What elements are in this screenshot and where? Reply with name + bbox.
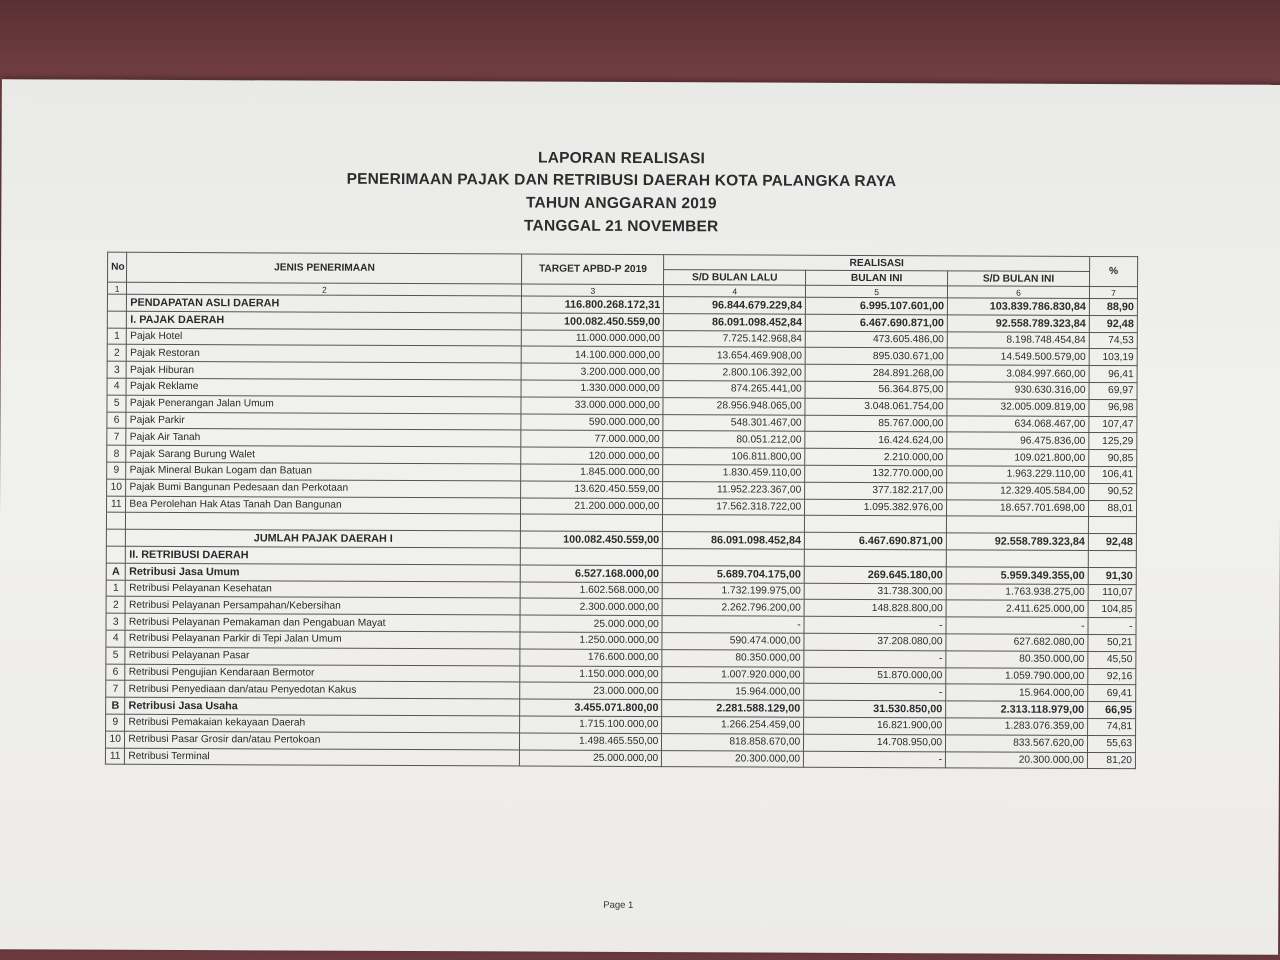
row-name: Retribusi Pelayanan Kesehatan (126, 580, 521, 599)
row-number: A (106, 563, 125, 580)
row-name: Pajak Hotel (127, 328, 522, 347)
row-number: 9 (107, 462, 126, 479)
row-sd-bulan-lalu: 2.800.106.392,00 (663, 364, 805, 381)
row-percent: 50,21 (1088, 634, 1136, 651)
row-sd-bulan-ini (946, 516, 1088, 533)
row-target: 1.330.000.000,00 (521, 380, 663, 397)
row-percent (1088, 517, 1136, 534)
header-jenis: JENIS PENERIMAAN (127, 252, 522, 284)
column-number: 4 (664, 285, 806, 298)
row-target (521, 548, 663, 565)
row-name: Retribusi Pasar Grosir dan/atau Pertokoan (125, 731, 520, 750)
row-sd-bulan-lalu (663, 515, 805, 532)
row-number: 2 (106, 597, 125, 614)
row-number: 7 (106, 680, 125, 697)
row-target: 590.000.000,00 (521, 414, 663, 431)
row-sd-bulan-lalu: 11.952.223.367,00 (663, 481, 805, 498)
row-bulan-ini: 56.364.875,00 (805, 381, 947, 398)
row-target: 14.100.000.000,00 (522, 346, 664, 363)
row-target: 1.715.100.000,00 (520, 716, 662, 733)
row-number: 9 (106, 714, 125, 731)
row-bulan-ini: - (804, 650, 946, 667)
header-sd-bulan-lalu: S/D BULAN LALU (664, 270, 806, 286)
row-target: 25.000.000,00 (520, 615, 662, 632)
row-sd-bulan-ini: 109.021.800,00 (947, 449, 1089, 466)
row-sd-bulan-lalu: 590.474.000,00 (662, 633, 804, 650)
row-percent: 92,16 (1088, 668, 1136, 685)
row-name: PENDAPATAN ASLI DAERAH (127, 294, 522, 313)
row-name: Retribusi Pelayanan Pasar (125, 647, 520, 666)
row-name: Retribusi Pengujian Kendaraan Bermotor (125, 664, 520, 683)
row-sd-bulan-lalu: 874.265.441,00 (663, 381, 805, 398)
row-sd-bulan-ini: 96.475.836,00 (947, 432, 1089, 449)
row-name: I. PAJAK DAERAH (127, 311, 522, 330)
row-bulan-ini: 377.182.217,00 (805, 482, 947, 499)
row-target: 11.000.000.000,00 (522, 330, 664, 347)
column-number: 3 (522, 284, 664, 297)
row-name: Pajak Air Tanah (126, 429, 521, 448)
row-sd-bulan-ini: 2.411.625.000,00 (946, 600, 1088, 617)
row-bulan-ini: 2.210.000,00 (805, 448, 947, 465)
row-percent: 90,52 (1089, 483, 1137, 500)
row-percent: 104,85 (1088, 601, 1136, 618)
row-number: 6 (107, 412, 126, 429)
row-sd-bulan-ini: 14.549.500.579,00 (947, 348, 1089, 365)
column-number: 7 (1089, 286, 1137, 298)
row-bulan-ini: 473.605.486,00 (805, 331, 947, 348)
table-body (105, 294, 1137, 769)
row-target: 77.000.000,00 (521, 430, 663, 447)
row-sd-bulan-lalu: 86.091.098.452,84 (663, 532, 805, 549)
row-percent: 92,48 (1089, 315, 1137, 332)
row-name: Retribusi Pelayanan Parkir di Tepi Jalan Umum (125, 630, 520, 649)
row-name: Pajak Parkir (126, 412, 521, 431)
row-bulan-ini (805, 516, 947, 533)
row-sd-bulan-lalu: 28.956.948.065,00 (663, 397, 805, 414)
row-sd-bulan-ini: 1.059.790.000,00 (946, 667, 1088, 684)
header-percent: % (1089, 256, 1137, 286)
row-bulan-ini: 31.530.850,00 (804, 700, 946, 717)
row-percent: 125,29 (1089, 433, 1137, 450)
row-bulan-ini: 269.645.180,00 (804, 566, 946, 583)
row-bulan-ini: 895.030.671,00 (805, 348, 947, 365)
row-sd-bulan-ini: 1.283.076.359,00 (946, 718, 1088, 735)
row-sd-bulan-lalu: 106.811.800,00 (663, 448, 805, 465)
row-percent: 103,19 (1089, 349, 1137, 366)
page-number: Page 1 (603, 899, 634, 911)
row-sd-bulan-ini: 15.964.000,00 (946, 684, 1088, 701)
row-target: 1.602.568.000,00 (521, 582, 663, 599)
row-number: 11 (107, 496, 126, 513)
row-target: 176.600.000,00 (520, 649, 662, 666)
row-number (107, 311, 126, 328)
row-name: Pajak Restoran (127, 345, 522, 364)
row-percent: 45,50 (1088, 651, 1136, 668)
row-name: Retribusi Pelayanan Pemakaman dan Pengabuan Mayat (125, 613, 520, 632)
row-target: 116.800.268.172,31 (522, 296, 664, 313)
row-target: 21.200.000.000,00 (521, 498, 663, 515)
row-bulan-ini: 85.767.000,00 (805, 415, 947, 432)
row-bulan-ini (804, 549, 946, 566)
row-target: 3.455.071.800,00 (520, 699, 662, 716)
report-fiscal-year: TAHUN ANGGARAN 2019 (525, 194, 717, 213)
row-percent: 81,20 (1087, 752, 1135, 769)
row-percent: 55,63 (1087, 735, 1135, 752)
row-name: Retribusi Jasa Umum (126, 563, 521, 582)
row-bulan-ini: - (804, 616, 946, 633)
row-target: 1.150.000.000,00 (520, 666, 662, 683)
row-percent: 88,01 (1088, 500, 1136, 517)
row-sd-bulan-lalu (663, 549, 805, 566)
row-name: Retribusi Jasa Usaha (125, 697, 520, 716)
row-sd-bulan-ini: 5.959.349.355,00 (946, 567, 1088, 584)
row-sd-bulan-ini: 18.657.701.698,00 (947, 499, 1089, 516)
row-bulan-ini: 3.048.061.754,00 (805, 398, 947, 415)
row-target: 2.300.000.000,00 (520, 598, 662, 615)
row-number: 5 (107, 395, 126, 412)
row-percent: 110,07 (1088, 584, 1136, 601)
row-target: 1.498.465.550,00 (520, 733, 662, 750)
row-number: 1 (107, 328, 126, 345)
row-bulan-ini: 6.467.690.871,00 (805, 532, 947, 549)
row-sd-bulan-ini: 833.567.620,00 (946, 735, 1088, 752)
column-number: 5 (806, 285, 948, 298)
row-percent: 88,90 (1089, 298, 1137, 315)
row-sd-bulan-lalu: 1.732.199.975,00 (662, 582, 804, 599)
row-number: 3 (106, 613, 125, 630)
row-number: 6 (106, 664, 125, 681)
row-name: Pajak Hiburan (126, 361, 521, 380)
row-name: Retribusi Penyediaan dan/atau Penyedotan Kakus (125, 681, 520, 700)
row-name: JUMLAH PAJAK DAERAH I (126, 529, 521, 548)
row-sd-bulan-ini: 12.329.405.584,00 (947, 483, 1089, 500)
row-target: 23.000.000,00 (520, 682, 662, 699)
row-bulan-ini: 148.828.800,00 (804, 600, 946, 617)
report-table (105, 252, 1138, 770)
row-sd-bulan-ini: 8.198.748.454,84 (947, 331, 1089, 348)
report-title: LAPORAN REALISASI (538, 149, 706, 168)
row-target: 25.000.000,00 (520, 749, 662, 766)
row-bulan-ini: 1.095.382.976,00 (805, 499, 947, 516)
row-sd-bulan-lalu: 7.725.142.968,84 (664, 330, 806, 347)
row-sd-bulan-ini: 3.084.997.660,00 (947, 365, 1089, 382)
row-number: 10 (105, 731, 124, 748)
row-name: Pajak Mineral Bukan Logam dan Batuan (126, 462, 521, 481)
row-percent: 91,30 (1088, 567, 1136, 584)
row-sd-bulan-ini: 1.963.229.110,00 (947, 466, 1089, 483)
row-number (106, 546, 125, 563)
row-target: 6.527.168.000,00 (521, 565, 663, 582)
row-sd-bulan-lalu: 548.301.467,00 (663, 414, 805, 431)
row-sd-bulan-lalu: 17.562.318.722,00 (663, 498, 805, 515)
row-target: 1.250.000.000,00 (520, 632, 662, 649)
row-sd-bulan-lalu: 1.830.459.110,00 (663, 465, 805, 482)
row-bulan-ini: - (804, 684, 946, 701)
row-sd-bulan-ini: 20.300.000,00 (945, 751, 1087, 768)
row-sd-bulan-lalu: 1.007.920.000,00 (662, 666, 804, 683)
row-sd-bulan-ini: 103.839.786.830,84 (947, 298, 1089, 315)
row-bulan-ini: 14.708.950,00 (804, 734, 946, 751)
row-sd-bulan-lalu: 13.654.469.908,00 (663, 347, 805, 364)
row-bulan-ini: 132.770.000,00 (805, 465, 947, 482)
row-number: B (106, 697, 125, 714)
column-number: 6 (948, 286, 1090, 299)
row-sd-bulan-lalu: 2.262.796.200,00 (662, 599, 804, 616)
report-subtitle: PENERIMAAN PAJAK DAN RETRIBUSI DAERAH KOTA PALANGKA RAYA (346, 170, 897, 191)
row-sd-bulan-lalu: 86.091.098.452,84 (664, 313, 806, 330)
row-bulan-ini: - (804, 751, 946, 768)
row-number: 7 (107, 429, 126, 446)
row-name: Retribusi Pelayanan Persampahan/Kebersihan (125, 597, 520, 616)
row-sd-bulan-ini (946, 550, 1088, 567)
row-percent: 96,98 (1089, 399, 1137, 416)
row-percent: 106,41 (1089, 466, 1137, 483)
row-sd-bulan-lalu: 20.300.000,00 (662, 750, 804, 767)
row-name: Pajak Penerangan Jalan Umum (126, 395, 521, 414)
header-no: No (108, 252, 128, 282)
row-target: 120.000.000,00 (521, 447, 663, 464)
row-bulan-ini: 16.424.624,00 (805, 432, 947, 449)
row-sd-bulan-ini: 1.763.938.275,00 (946, 583, 1088, 600)
row-percent: 69,97 (1089, 382, 1137, 399)
row-number: 4 (107, 378, 126, 395)
row-sd-bulan-ini: 634.068.467,00 (947, 415, 1089, 432)
row-number: 2 (107, 345, 126, 362)
row-number: 11 (105, 748, 124, 765)
column-number: 1 (107, 282, 126, 294)
row-sd-bulan-ini: 92.558.789.323,84 (947, 315, 1089, 332)
row-target: 33.000.000.000,00 (521, 397, 663, 414)
row-name: Retribusi Pemakaian kekayaan Daerah (125, 714, 520, 733)
row-number: 10 (107, 479, 126, 496)
row-percent: 90,85 (1089, 450, 1137, 467)
row-bulan-ini: 37.208.080,00 (804, 633, 946, 650)
row-percent (1088, 550, 1136, 567)
row-number (107, 294, 126, 311)
row-percent: - (1088, 618, 1136, 635)
row-sd-bulan-lalu: 1.266.254.459,00 (662, 717, 804, 734)
row-number: 8 (107, 445, 126, 462)
row-name: Retribusi Terminal (125, 748, 520, 767)
header-bulan-ini: BULAN INI (806, 270, 948, 286)
row-number (106, 513, 125, 530)
row-bulan-ini: 6.467.690.871,00 (805, 314, 947, 331)
row-target: 3.200.000.000,00 (522, 363, 664, 380)
row-sd-bulan-ini: 627.682.080,00 (946, 634, 1088, 651)
row-bulan-ini: 284.891.268,00 (805, 364, 947, 381)
row-bulan-ini: 6.995.107.601,00 (806, 297, 948, 314)
row-number (106, 529, 125, 546)
row-sd-bulan-ini: 92.558.789.323,84 (946, 533, 1088, 550)
row-target: 13.620.450.559,00 (521, 481, 663, 498)
table-row (105, 748, 1135, 769)
row-sd-bulan-lalu: - (662, 616, 804, 633)
header-sd-bulan-ini: S/D BULAN INI (948, 271, 1090, 287)
row-name: II. RETRIBUSI DAERAH (126, 546, 521, 565)
row-sd-bulan-lalu: 15.964.000,00 (662, 683, 804, 700)
row-percent: 66,95 (1088, 702, 1136, 719)
row-sd-bulan-lalu: 96.844.679.229,84 (664, 297, 806, 314)
row-sd-bulan-lalu: 818.858.670,00 (662, 733, 804, 750)
row-bulan-ini: 51.870.000,00 (804, 667, 946, 684)
header-realisasi: REALISASI (664, 255, 1090, 272)
row-sd-bulan-ini: 2.313.118.979,00 (946, 701, 1088, 718)
document-page (0, 79, 1280, 955)
row-target: 100.082.450.559,00 (522, 313, 664, 330)
report-date: TANGGAL 21 NOVEMBER (524, 217, 719, 236)
row-name: Bea Perolehan Hak Atas Tanah Dan Bangunan (126, 496, 521, 515)
row-name: Pajak Reklame (126, 378, 521, 397)
column-number: 2 (127, 282, 522, 296)
row-number: 4 (106, 630, 125, 647)
row-target: 1.845.000.000,00 (521, 464, 663, 481)
row-number: 5 (106, 647, 125, 664)
row-name (126, 513, 521, 532)
row-percent: 96,41 (1089, 366, 1137, 383)
row-percent: 74,81 (1088, 718, 1136, 735)
row-percent: 92,48 (1088, 534, 1136, 551)
row-percent: 74,53 (1089, 332, 1137, 349)
row-sd-bulan-ini: 80.350.000,00 (946, 651, 1088, 668)
row-name: Pajak Sarang Burung Walet (126, 445, 521, 464)
row-percent: 69,41 (1088, 685, 1136, 702)
row-sd-bulan-lalu: 5.689.704.175,00 (663, 565, 805, 582)
row-target: 100.082.450.559,00 (521, 531, 663, 548)
row-bulan-ini: 16.821.900,00 (804, 717, 946, 734)
row-bulan-ini: 31.738.300,00 (804, 583, 946, 600)
row-sd-bulan-lalu: 80.350.000,00 (662, 649, 804, 666)
table-header (107, 252, 1137, 298)
row-number: 3 (107, 361, 126, 378)
row-name: Pajak Bumi Bangunan Pedesaan dan Perkotaan (126, 479, 521, 498)
row-sd-bulan-ini: - (946, 617, 1088, 634)
row-sd-bulan-ini: 32.005.009.819,00 (947, 399, 1089, 416)
row-number: 1 (106, 580, 125, 597)
row-sd-bulan-lalu: 80.051.212,00 (663, 431, 805, 448)
header-target: TARGET APBD-P 2019 (522, 254, 664, 285)
row-sd-bulan-lalu: 2.281.588.129,00 (662, 700, 804, 717)
row-target (521, 514, 663, 531)
row-percent: 107,47 (1089, 416, 1137, 433)
row-sd-bulan-ini: 930.630.316,00 (947, 382, 1089, 399)
